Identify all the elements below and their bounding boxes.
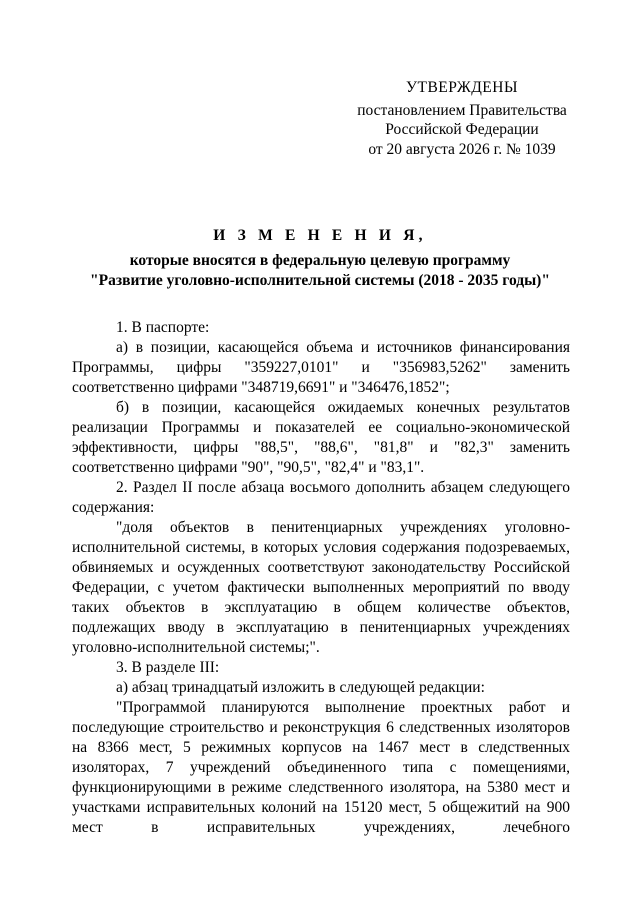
title-changes: И З М Е Н Е Н И Я, xyxy=(213,227,427,244)
paragraph-2-quote: "доля объектов в пенитенциарных учреждениях уголовно-исполнительной системы, в которых условия содержания подозреваемых, обвиняемых и осужденных соответствуют законодательству Российской Федерации, с учетом фактически выполненных мероприятий по вводу таких объектов в эксплуатацию в общем количестве объектов, подлежащих вводу в эксплуатацию в пенитенциарных учреждениях уголовно-исполнительной системы;". xyxy=(72,519,570,656)
approval-line-resolution: постановлением Правительства xyxy=(357,101,567,119)
title-program-name: "Развитие уголовно-исполнительной системы (2018 - 2035 годы)" xyxy=(90,272,550,289)
paragraph-2: 2. Раздел II после абзаца восьмого дополнить абзацем следующего содержания: xyxy=(72,479,570,516)
approval-line-government: Российской Федерации xyxy=(385,121,539,138)
paragraph-3: 3. В разделе III: xyxy=(116,659,220,676)
approval-block xyxy=(344,78,580,159)
document-title xyxy=(70,226,570,291)
paragraph-1b: б) в позиции, касающейся ожидаемых конечных результатов реализации Программы и показателей ее социально-экономической эффективности, цифры "88,5", "88,6", "81,8" и "82,3" заменить соответственно цифрами "90", "90,5", "82,4" и "83,1". xyxy=(72,399,570,476)
approval-heading: УТВЕРЖДЕНЫ xyxy=(406,79,518,96)
paragraph-1a: а) в позиции, касающейся объема и источников финансирования Программы, цифры "359227,0101" и "356983,5262" заменить соответственно цифрами "348719,6691" и "346476,1852"; xyxy=(72,339,570,396)
approval-line-date: от 20 августа 2026 г. № 1039 xyxy=(368,140,556,158)
paragraph-3a: а) абзац тринадцатый изложить в следующей редакции: xyxy=(116,679,485,696)
paragraph-1: 1. В паспорте: xyxy=(116,319,210,336)
title-subtitle: которые вносятся в федеральную целевую программу xyxy=(129,252,511,269)
document-body xyxy=(72,318,570,838)
paragraph-3a-quote: "Программой планируются выполнение проектных работ и последующие строительство и реконструкция 6 следственных изоляторов на 8366 мест, 5 режимных корпусов на 1467 мест в следственных изоляторах, 7 учреждений объединенного типа с помещениями, функционирующими в режиме следственного изолятора, на 5380 мест и участками исправительных колоний на 15120 мест, 5 общежитий на 900 мест в исправительных учреждениях, лечебного xyxy=(72,699,570,836)
